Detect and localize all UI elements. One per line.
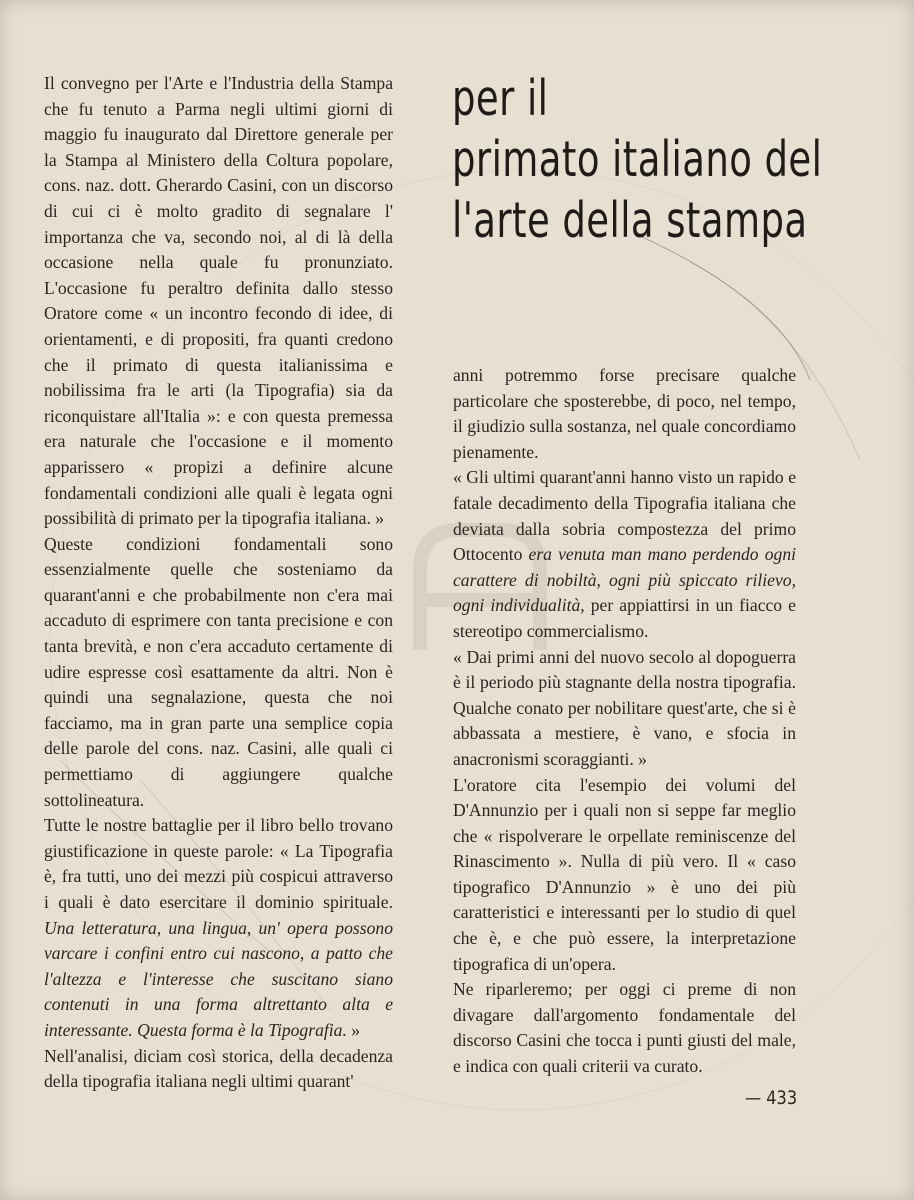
paragraph bbox=[453, 465, 796, 644]
paragraph: anni potremmo forse precisare qualche particolare che sposterebbe, di poco, nel tempo, il giudizio sulla sostanza, nel quale concordiamo pienamente. bbox=[453, 365, 796, 462]
paragraph: Il convegno per l'Arte e l'Industria della Stampa che fu tenuto a Parma negli ultimi giorni di maggio fu inaugurato dal Direttore generale per la Stampa al Ministero della Coltura popolare, cons. naz. dott. Gherardo Casini, con un discorso di cui ci è molto gradito di segnalare l' importanza che va, secondo noi, al di là della occasione nella quale fu pronunziato. L'occasione fu peraltro definita dallo stesso Oratore come « un incontro fecondo di idee, di orientamenti, e di propositi, fra quanti credono che il primato di questa italianissima e nobilissima fra le arti (la Tipografia) sia da riconquistare all'Italia »: e con questa premessa era naturale che l'occasione e il momento apparissero « propizi a definire alcune fondamentali condizioni alle quali è legata ogni possibilità di primato per la tipografia italiana. » bbox=[44, 73, 393, 529]
headline-line: per il bbox=[452, 70, 549, 127]
paragraph: « Dai primi anni del nuovo secolo al dopoguerra è il periodo più stagnante della nostra tipografia. Qualche conato per nobilitare quest'arte, che si è abbassata a mestiere, è vano, e sfocia in anacronismi scoraggianti. » bbox=[453, 646, 796, 769]
headline-line: l'arte della stampa bbox=[452, 192, 808, 249]
paragraph bbox=[44, 813, 393, 1043]
article-headline bbox=[452, 68, 823, 251]
paragraph: Ne riparleremo; per oggi ci preme di non divagare dall'argomento fondamentale del discorso Casini che tocca i punti giusti del male, e indica con quali criterii va curato. bbox=[453, 979, 796, 1077]
italic-quote: era venuta man mano perdendo ogni carattere di nobiltà, ogni più spiccato rilievo, ogni individualità, bbox=[453, 544, 796, 616]
left-text-column bbox=[44, 71, 393, 1095]
paragraph-text: per appiattirsi in un fiacco e stereotipo commercialismo. bbox=[453, 595, 796, 641]
paragraph: Nell'analisi, diciam così storica, della decadenza della tipografia italiana negli ultimi quarant' bbox=[44, 1045, 393, 1092]
italic-quote: Una letteratura, una lingua, un' opera possono varcare i confini entro cui nascono, a patto che l'altezza e l'interesse che suscitano siano contenuti in una forma altrettanto alta e interessante. Questa forma è la Tipografia. bbox=[44, 917, 393, 1040]
paragraph-text: » bbox=[346, 1019, 361, 1040]
page-number: — 433 bbox=[745, 1087, 798, 1109]
paragraph: Queste condizioni fondamentali sono essenzialmente quelle che sosteniamo da quarant'anni e che probabilmente non c'era mai accaduto di esprimere con tanta precisione e con tanta brevità, e non c'era accaduto certamente di udire espresse così esattamente da altri. Non è quindi una segnalazione, questa che noi facciamo, ma in gran parte una semplice copia delle parole del cons. naz. Casini, alle quali ci permettiamo di aggiungere qualche sottolineatura. bbox=[44, 533, 393, 810]
right-text-column bbox=[453, 363, 796, 1080]
paragraph: L'oratore cita l'esempio dei volumi del D'Annunzio per i quali non si seppe far meglio che « rispolverare le orpellate reminiscenze del Rinascimento ». Nulla di più vero. Il « caso tipografico D'Annunzio » è uno dei più caratteristici e interessanti per lo studio di quel che è, e che può essere, la interpretazione tipografica di un'opera. bbox=[453, 774, 796, 974]
paragraph-text: Tutte le nostre battaglie per il libro bello trovano giustificazione in queste parole: « La Tipografia è, fra tutti, uno dei mezzi più cospicui attraverso i quali è dato esercitare il dominio spirituale. bbox=[44, 815, 393, 912]
headline-line: primato italiano del bbox=[452, 131, 823, 188]
paragraph-text: « Gli ultimi quarant'anni hanno visto un rapido e fatale decadimento della Tipografia italiana che deviata dalla sobria compostezza del primo Ottocento bbox=[453, 467, 796, 565]
